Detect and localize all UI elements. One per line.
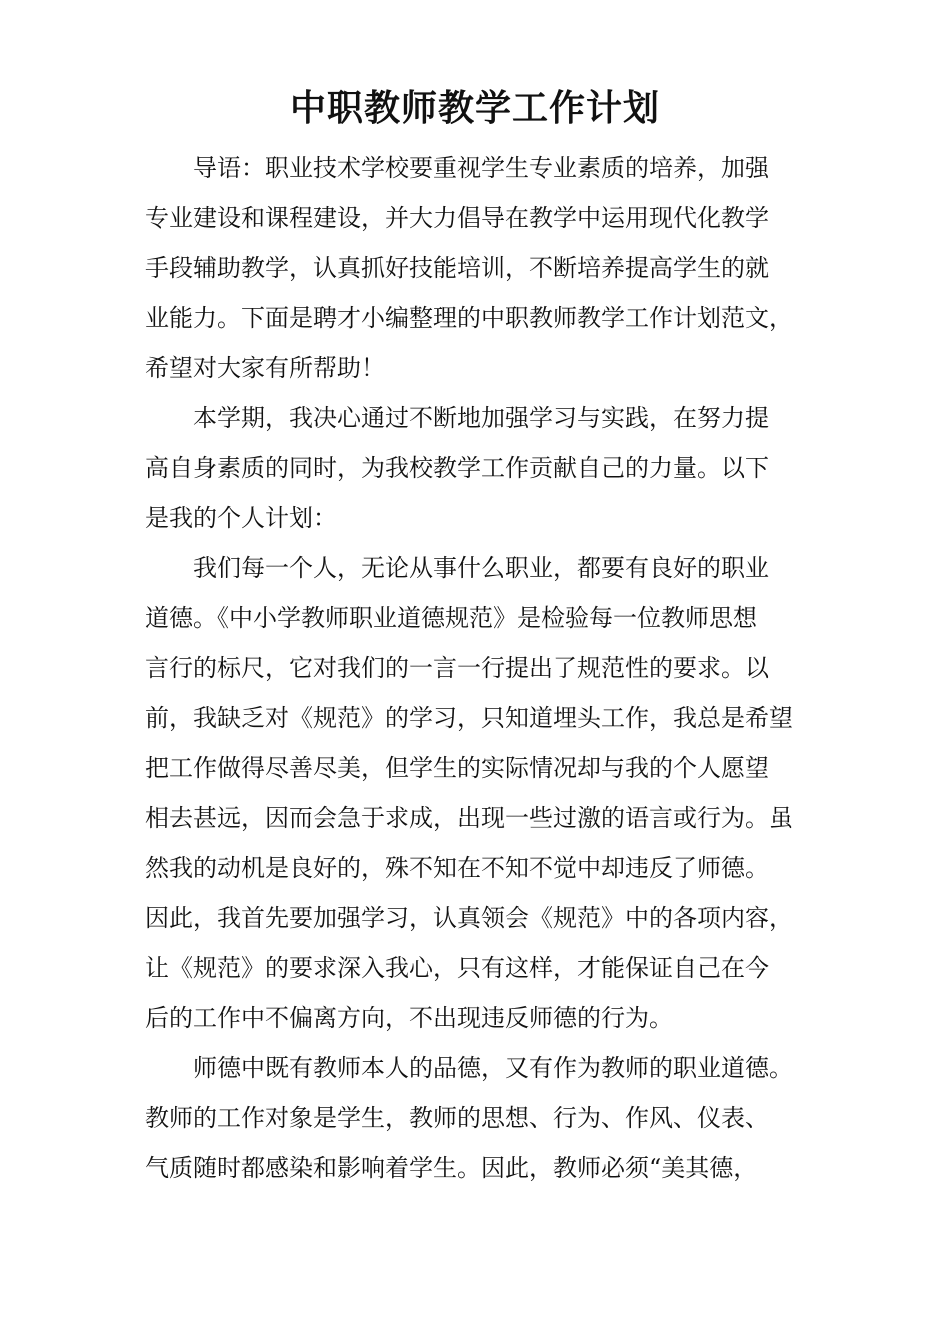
paragraph-1-line-2: 专业建设和课程建设，并大力倡导在教学中运用现代化教学 xyxy=(145,204,769,232)
document-title: 中职教师教学工作计划 xyxy=(289,87,660,129)
paragraph-3-line-1: 我们每一个人，无论从事什么职业，都要有良好的职业 xyxy=(193,554,769,582)
paragraph-4-line-1: 师德中既有教师本人的品德，又有作为教师的职业道德。 xyxy=(193,1054,793,1082)
paragraph-3-line-8: 因此，我首先要加强学习，认真领会《规范》中的各项内容， xyxy=(145,904,793,932)
paragraph-1-line-5: 希望对大家有所帮助！ xyxy=(145,354,385,382)
paragraph-3-line-2: 道德。《中小学教师职业道德规范》是检验每一位教师思想 xyxy=(145,604,757,632)
paragraph-3-line-6: 相去甚远，因而会急于求成，出现一些过激的语言或行为。虽 xyxy=(145,804,793,832)
paragraph-3-line-9: 让《规范》的要求深入我心，只有这样，才能保证自己在今 xyxy=(145,954,769,982)
paragraph-3-line-10: 后的工作中不偏离方向，不出现违反师德的行为。 xyxy=(145,1004,673,1032)
paragraph-3-line-7: 然我的动机是良好的，殊不知在不知不觉中却违反了师德。 xyxy=(145,854,769,882)
paragraph-2-line-1: 本学期，我决心通过不断地加强学习与实践，在努力提 xyxy=(193,404,769,432)
paragraph-4-line-2: 教师的工作对象是学生，教师的思想、行为、作风、仪表、 xyxy=(145,1104,769,1132)
paragraph-2-line-3: 是我的个人计划： xyxy=(145,504,337,532)
paragraph-1-line-4: 业能力。下面是聘才小编整理的中职教师教学工作计划范文， xyxy=(145,304,793,332)
paragraph-3-line-3: 言行的标尺，它对我们的一言一行提出了规范性的要求。以 xyxy=(145,654,769,682)
paragraph-3-line-4: 前，我缺乏对《规范》的学习，只知道埋头工作，我总是希望 xyxy=(145,704,793,732)
paragraph-3-line-5: 把工作做得尽善尽美，但学生的实际情况却与我的个人愿望 xyxy=(145,754,769,782)
paragraph-1-line-1: 导语：职业技术学校要重视学生专业素质的培养，加强 xyxy=(193,154,769,182)
paragraph-1-line-3: 手段辅助教学，认真抓好技能培训，不断培养提高学生的就 xyxy=(145,254,769,282)
paragraph-4-line-3: 气质随时都感染和影响着学生。因此，教师必须“美其德， xyxy=(145,1154,758,1182)
paragraph-2-line-2: 高自身素质的同时，为我校教学工作贡献自己的力量。以下 xyxy=(145,454,769,482)
